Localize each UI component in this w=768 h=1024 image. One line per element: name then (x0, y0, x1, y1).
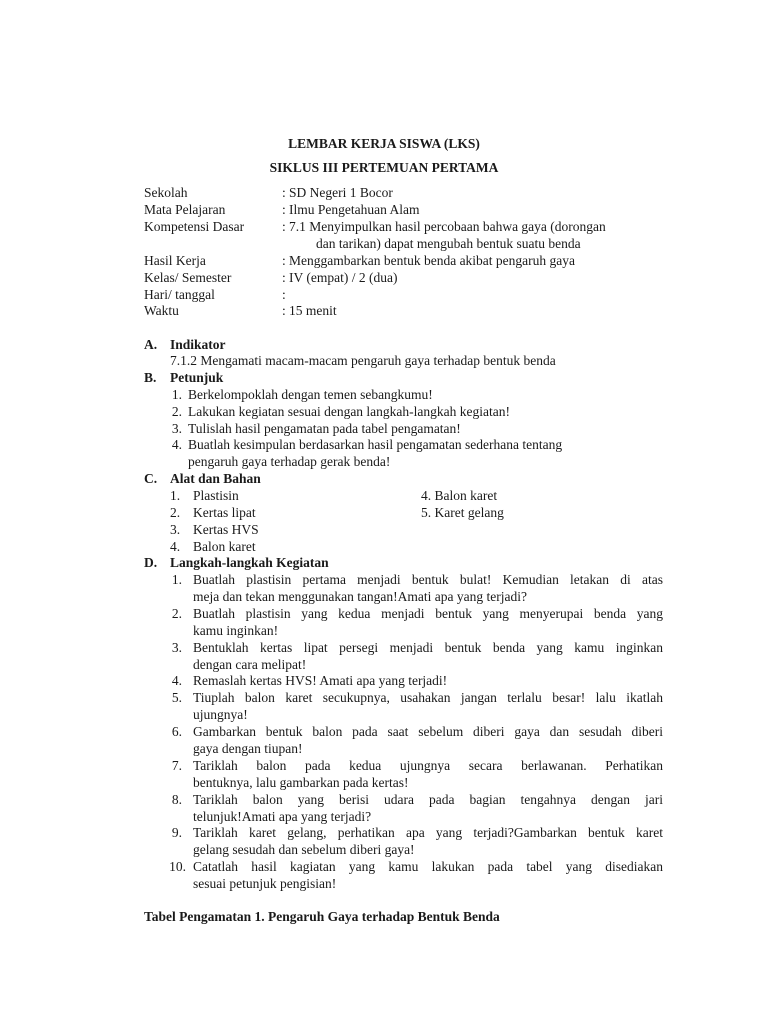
info-label-mapel: Mata Pelajaran (144, 202, 226, 217)
info-label-waktu: Waktu (144, 303, 179, 318)
list-number: 9. (171, 825, 182, 840)
list-item: Buatlah kesimpulan berdasarkan hasil pengamatan sederhana tentang (188, 437, 563, 452)
list-number: 8. (171, 792, 182, 807)
list-item: Tiuplah balon karet secukupnya, usahakan jangan terlalu besar! lalu ikatlah (193, 690, 663, 705)
info-label-hasil: Hasil Kerja (144, 253, 206, 268)
info-value-sekolah: SD Negeri 1 Bocor (289, 185, 393, 200)
list-item-cont: meja dan tekan menggunakan tangan!Amati apa yang terjadi? (193, 589, 527, 604)
section-a-title: Indikator (170, 337, 226, 352)
info-value-kelas: IV (empat) / 2 (dua) (289, 270, 398, 285)
list-item: Tariklah balon yang berisi udara pada bagian tengahnya dengan jari (193, 792, 663, 807)
list-item: Kertas HVS (193, 522, 259, 537)
info-value-kd: 7.1 Menyimpulkan hasil percobaan bahwa gaya (dorongan (289, 219, 606, 234)
section-b-title: Petunjuk (170, 370, 224, 385)
list-item: Buatlah plastisin pertama menjadi bentuk bulat! Kemudian letakan di atas (193, 572, 663, 587)
list-number: 1. (171, 387, 182, 402)
info-colon: : (282, 202, 286, 217)
section-d-title: Langkah-langkah Kegiatan (170, 555, 329, 570)
list-number: 2. (171, 606, 182, 621)
document-title: LEMBAR KERJA SISWA (LKS) (288, 136, 480, 151)
info-colon: : (282, 219, 286, 234)
section-c-title: Alat dan Bahan (170, 471, 261, 486)
info-label-kd: Kompetensi Dasar (144, 219, 245, 234)
list-number: 3. (170, 522, 181, 537)
section-b-letter: B. (144, 370, 157, 385)
list-item-cont: pengaruh gaya terhadap gerak benda! (188, 454, 391, 469)
info-colon: : (282, 287, 286, 302)
list-item: Plastisin (193, 488, 239, 503)
list-number: 4. (171, 673, 182, 688)
list-number: 10. (169, 859, 186, 874)
list-item-cont: sesuai petunjuk pengisian! (193, 876, 337, 891)
info-label-sekolah: Sekolah (144, 185, 188, 200)
list-number: 7. (171, 758, 182, 773)
list-item: Gambarkan bentuk balon pada saat sebelum diberi gaya dan sesudah diberi (193, 724, 663, 739)
list-number: 6. (171, 724, 182, 739)
list-number: 4. (171, 437, 182, 452)
section-d-letter: D. (144, 555, 158, 570)
list-item: Buatlah plastisin yang kedua menjadi bentuk yang menyerupai benda yang (193, 606, 663, 621)
info-value-hasil: Menggambarkan bentuk benda akibat pengaruh gaya (289, 253, 576, 268)
list-item-cont: gelang sesudah dan sebelum diberi gaya! (193, 842, 415, 857)
list-number: 2. (171, 404, 182, 419)
info-colon: : (282, 253, 286, 268)
list-number: 3. (171, 421, 182, 436)
info-value-mapel: Ilmu Pengetahuan Alam (289, 202, 420, 217)
list-item-cont: telunjuk!Amati apa yang terjadi? (193, 809, 372, 824)
info-colon: : (282, 185, 286, 200)
info-colon: : (282, 303, 286, 318)
list-item-right: 4. Balon karet (421, 488, 498, 503)
list-item-cont: dengan cara melipat! (193, 657, 307, 672)
list-item: Tulislah hasil pengamatan pada tabel pengamatan! (188, 421, 461, 436)
list-item: Bentuklah kertas lipat persegi menjadi bentuk benda yang kamu inginkan (193, 640, 663, 655)
list-item: Berkelompoklah dengan temen sebangkumu! (188, 387, 433, 402)
document-subtitle: SIKLUS III PERTEMUAN PERTAMA (269, 160, 499, 175)
list-number: 3. (171, 640, 182, 655)
list-item: Tariklah karet gelang, perhatikan apa yang terjadi?Gambarkan bentuk karet (193, 825, 663, 840)
info-value-waktu: 15 menit (289, 303, 337, 318)
list-item-cont: bentuknya, lalu gambarkan pada kertas! (193, 775, 409, 790)
list-item-cont: gaya dengan tiupan! (193, 741, 303, 756)
list-number: 1. (171, 572, 182, 587)
list-item: Balon karet (193, 539, 256, 554)
list-number: 5. (171, 690, 182, 705)
section-c-letter: C. (144, 471, 158, 486)
info-value-kd-cont: dan tarikan) dapat mengubah bentuk suatu benda (316, 236, 581, 251)
table-title: Tabel Pengamatan 1. Pengaruh Gaya terhadap Bentuk Benda (144, 909, 500, 924)
list-number: 1. (170, 488, 181, 503)
list-item: Remaslah kertas HVS! Amati apa yang terjadi! (193, 673, 448, 688)
list-item: Kertas lipat (193, 505, 256, 520)
info-label-kelas: Kelas/ Semester (144, 270, 232, 285)
list-item: Catatlah hasil kagiatan yang kamu lakukan pada tabel yang disediakan (193, 859, 663, 874)
list-item-cont: ujungnya! (193, 707, 248, 722)
list-item-cont: kamu inginkan! (193, 623, 279, 638)
section-a-text: 7.1.2 Mengamati macam-macam pengaruh gaya terhadap bentuk benda (170, 353, 556, 368)
info-colon: : (282, 270, 286, 285)
list-item: Tariklah balon pada kedua ujungnya secara berlawanan. Perhatikan (193, 758, 663, 773)
info-label-hari: Hari/ tanggal (144, 287, 215, 302)
list-item: Lakukan kegiatan sesuai dengan langkah-langkah kegiatan! (188, 404, 510, 419)
list-number: 2. (170, 505, 181, 520)
section-a-letter: A. (144, 337, 158, 352)
list-number: 4. (170, 539, 181, 554)
list-item-right: 5. Karet gelang (421, 505, 504, 520)
